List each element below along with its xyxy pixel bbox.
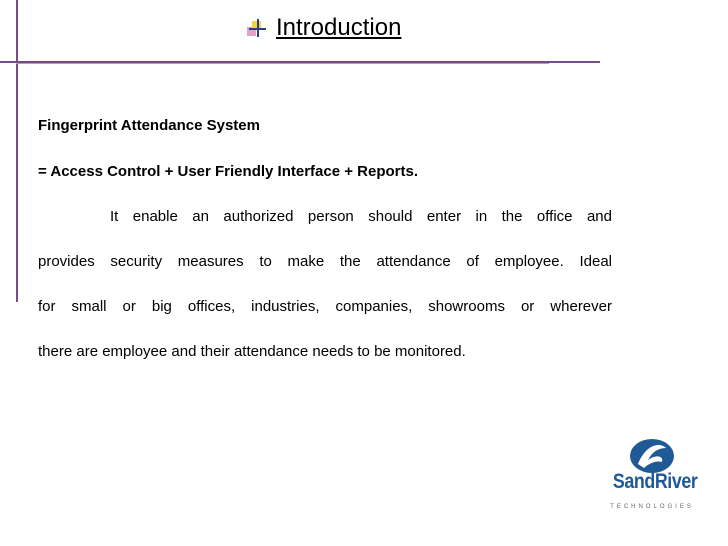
logo-emblem-icon bbox=[628, 438, 676, 474]
slide-title: Introduction bbox=[276, 14, 402, 41]
decorative-side-rule bbox=[16, 62, 18, 302]
bullet-blocks-icon bbox=[246, 17, 268, 39]
company-logo bbox=[606, 438, 698, 518]
decorative-vertical-rule bbox=[16, 0, 18, 62]
slide-title-area bbox=[246, 13, 401, 43]
paragraph-line: provides security measures to make the attendance of employee. Ideal bbox=[38, 253, 612, 270]
decorative-horizontal-rule-thin bbox=[16, 63, 549, 64]
feature-formula: = Access Control + User Friendly Interface + Reports. bbox=[38, 163, 418, 180]
paragraph-line: there are employee and their attendance needs to be monitored. bbox=[38, 343, 466, 360]
description-paragraph bbox=[38, 194, 612, 374]
paragraph-line: for small or big offices, industries, companies, showrooms or wherever bbox=[38, 298, 612, 315]
section-heading: Fingerprint Attendance System bbox=[38, 117, 260, 134]
paragraph-line: It enable an authorized person should enter in the office and bbox=[110, 208, 612, 225]
logo-tagline: TECHNOLOGIES bbox=[610, 504, 694, 510]
logo-wordmark: SandRiver bbox=[612, 470, 698, 493]
